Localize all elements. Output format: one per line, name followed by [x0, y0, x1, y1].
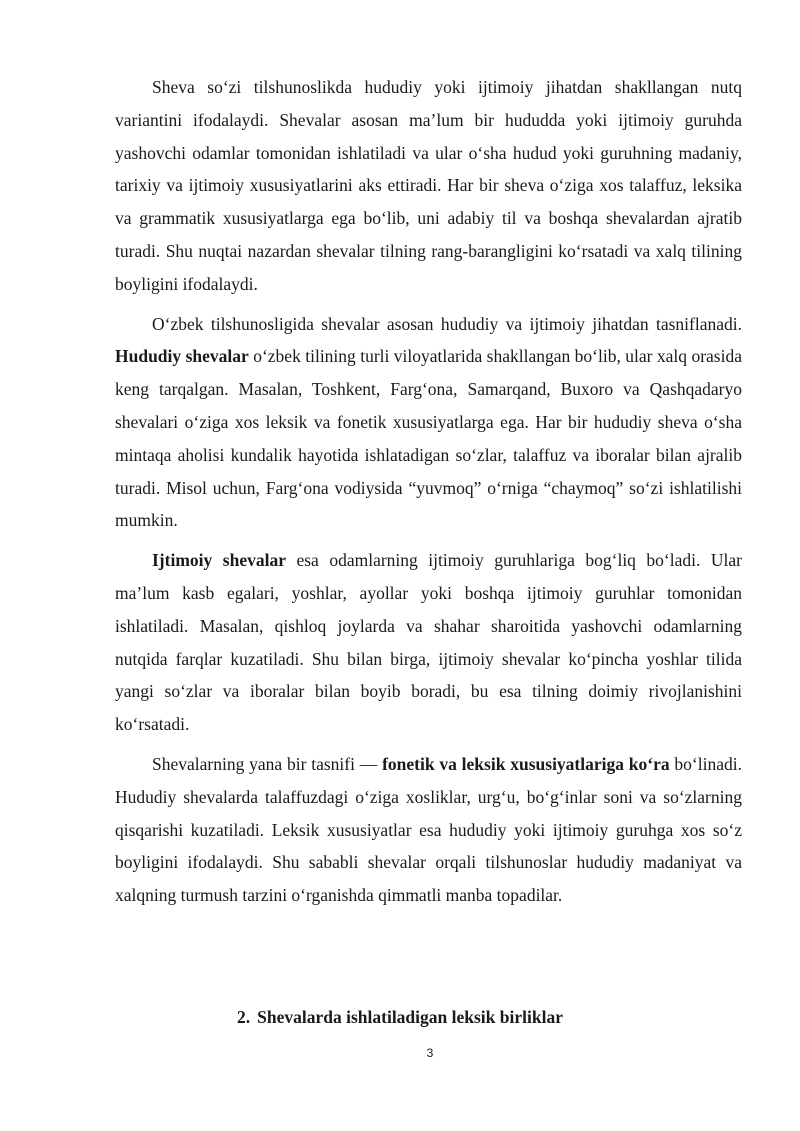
section-title: Shevalarda ishlatiladigan leksik birliklar	[257, 1007, 563, 1027]
section-heading	[0, 1003, 800, 1031]
paragraph-2	[115, 308, 742, 538]
paragraph-2-intro: O‘zbek tilshunosligida shevalar asosan hududiy va ijtimoiy jihatdan tasniflanadi.	[152, 313, 742, 334]
paragraph-3-body: esa odamlarning ijtimoiy guruhlariga bog‘liq bo‘ladi. Ular ma’lum kasb egalari, yoshlar, ayollar yoki boshqa ijtimoiy guruhlar tomonidan ishlatiladi. Masalan, qishloq joylarda va shahar sharoitida yashovchi odamlarning nutqida farqlar kuzatiladi. Shu bilan birga, ijtimoiy shevalar ko‘pincha yoshlar tilida yangi so‘zlar va iboralar bilan boyib boradi, bu esa tilning doimiy rivojlanishini ko‘rsatadi.	[115, 550, 742, 735]
term-ijtimoiy-shevalar: Ijtimoiy shevalar	[152, 550, 286, 571]
paragraph-4-body: bo‘linadi. Hududiy shevalarda talaffuzdagi o‘ziga xosliklar, urg‘u, bo‘g‘inlar soni va so‘zlarning qisqarishi kuzatiladi. Leksik xususiyatlar esa hududiy yoki ijtimoiy guruhga xos so‘z boyligini ifodalaydi. Shu sababli shevalar orqali tilshunoslar hududiy madaniyat va xalqning turmush tarzini o‘rganishda qimmatli manba topadilar.	[115, 753, 742, 906]
paragraph-4-intro: Shevalarning yana bir tasnifi —	[152, 753, 383, 774]
paragraph-1	[115, 71, 742, 301]
paragraph-2-body: o‘zbek tilining turli viloyatlarida shakllangan bo‘lib, ular xalq orasida keng tarqalgan. Masalan, Toshkent, Farg‘ona, Samarqand, Buxoro va Qashqadaryo shevalari o‘ziga xos leksik va fonetik xususiyatlarga ega. Har bir hududiy sheva o‘sha mintaqa aholisi kundalik hayotida ishlatadigan so‘zlar, talaffuz va iboralar bilan ajralib turadi. Misol uchun, Farg‘ona vodiysida “yuvmoq” o‘rniga “chaymoq” so‘zi ishlatilishi mumkin.	[115, 346, 742, 531]
page-number: 3	[426, 1046, 434, 1060]
body-text	[115, 71, 742, 919]
paragraph-4	[115, 748, 742, 912]
paragraph-1-text: Sheva so‘zi tilshunoslikda hududiy yoki ijtimoiy jihatdan shakllangan nutq variantini ifodalaydi. Shevalar asosan ma’lum bir hududda yoki ijtimoiy guruhda yashovchi odamlar tomonidan ishlatiladi va ular o‘sha hudud yoki guruhning madaniy, tarixiy va ijtimoiy xususiyatlarini aks ettiradi. Har bir sheva o‘ziga xos talaffuz, leksika va grammatik xususiyatlarga ega bo‘lib, uni adabiy til va boshqa shevalardan ajratib turadi. Shu nuqtai nazardan shevalar tilning rang-barangligini ko‘rsatadi va xalq tilining boyligini ifodalaydi.	[115, 77, 742, 294]
term-fonetik-leksik: fonetik va leksik xususiyatlariga ko‘ra	[382, 753, 670, 774]
paragraph-3	[115, 544, 742, 741]
section-number: 2.	[237, 1007, 251, 1027]
term-hududiy-shevalar: Hududiy shevalar	[115, 346, 249, 367]
